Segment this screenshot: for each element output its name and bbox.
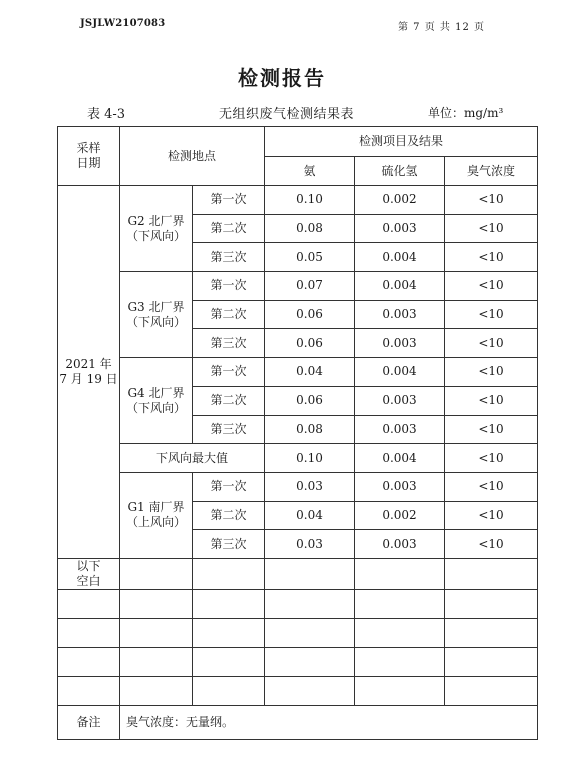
- ammonia-value: 0.06: [265, 329, 355, 358]
- sampling-time-cell: 第二次: [193, 214, 265, 243]
- h2s-value: 0.004: [355, 243, 445, 272]
- page-number: 第 7 页 共 12 页: [398, 22, 485, 33]
- ammonia-value: 0.04: [265, 358, 355, 387]
- location-cell: G2 北厂界 （下风向）: [120, 186, 193, 272]
- odor-value: <10: [445, 501, 538, 530]
- max-downwind-label: 下风向最大值: [120, 444, 265, 473]
- sampling-time-cell: 第一次: [193, 358, 265, 387]
- h2s-value: 0.004: [355, 444, 445, 473]
- remarks-label: 备注: [58, 705, 120, 739]
- odor-value: <10: [445, 272, 538, 301]
- sampling-time-cell: 第三次: [193, 243, 265, 272]
- ammonia-value: 0.05: [265, 243, 355, 272]
- sampling-time-cell: 第三次: [193, 415, 265, 444]
- sampling-time-cell: 第二次: [193, 501, 265, 530]
- h2s-value: 0.003: [355, 214, 445, 243]
- sampling-time-cell: 第一次: [193, 186, 265, 215]
- results-table: [57, 126, 538, 740]
- location-cell: G1 南厂界 （上风向）: [120, 472, 193, 558]
- header-h2s: 硫化氢: [355, 157, 445, 186]
- table-row: [58, 272, 538, 301]
- sampling-time-cell: 第二次: [193, 386, 265, 415]
- table-row: [58, 472, 538, 501]
- h2s-value: 0.003: [355, 329, 445, 358]
- ammonia-value: 0.10: [265, 444, 355, 473]
- odor-value: <10: [445, 243, 538, 272]
- odor-value: <10: [445, 329, 538, 358]
- unit-label: 单位：mg/m³: [428, 106, 504, 120]
- odor-value: <10: [445, 214, 538, 243]
- odor-value: <10: [445, 300, 538, 329]
- sampling-date-cell: 2021 年 7 月 19 日: [58, 186, 120, 559]
- h2s-value: 0.002: [355, 186, 445, 215]
- ammonia-value: 0.06: [265, 300, 355, 329]
- ammonia-value: 0.08: [265, 415, 355, 444]
- h2s-value: 0.003: [355, 472, 445, 501]
- header-odor: 臭气浓度: [445, 157, 538, 186]
- h2s-value: 0.003: [355, 415, 445, 444]
- odor-value: <10: [445, 530, 538, 559]
- h2s-value: 0.004: [355, 272, 445, 301]
- location-cell: G4 北厂界 （下风向）: [120, 358, 193, 444]
- h2s-value: 0.004: [355, 358, 445, 387]
- h2s-value: 0.003: [355, 386, 445, 415]
- ammonia-value: 0.03: [265, 472, 355, 501]
- sampling-time-cell: 第三次: [193, 329, 265, 358]
- ammonia-value: 0.03: [265, 530, 355, 559]
- header-sampling-date: 采样 日期: [58, 127, 120, 186]
- table-row-max: [58, 444, 538, 473]
- h2s-value: 0.003: [355, 300, 445, 329]
- odor-value: <10: [445, 472, 538, 501]
- table-number: 表 4-3: [87, 107, 126, 122]
- odor-value: <10: [445, 386, 538, 415]
- h2s-value: 0.003: [355, 530, 445, 559]
- odor-value: <10: [445, 444, 538, 473]
- table-row: [58, 358, 538, 387]
- ammonia-value: 0.04: [265, 501, 355, 530]
- report-code: JSJLW2107083: [80, 18, 166, 29]
- odor-value: <10: [445, 415, 538, 444]
- h2s-value: 0.002: [355, 501, 445, 530]
- ammonia-value: 0.06: [265, 386, 355, 415]
- sampling-time-cell: 第二次: [193, 300, 265, 329]
- ammonia-value: 0.07: [265, 272, 355, 301]
- odor-value: <10: [445, 186, 538, 215]
- ammonia-value: 0.10: [265, 186, 355, 215]
- odor-value: <10: [445, 358, 538, 387]
- table-row: [58, 186, 538, 215]
- sampling-time-cell: 第三次: [193, 530, 265, 559]
- sampling-time-cell: 第一次: [193, 472, 265, 501]
- page-title: 检测报告: [238, 66, 326, 90]
- ammonia-value: 0.08: [265, 214, 355, 243]
- blank-note: 以下 空白: [58, 558, 120, 589]
- table-title: 无组织废气检测结果表: [219, 107, 355, 122]
- remarks-text: 臭气浓度：无量纲。: [120, 705, 538, 739]
- header-ammonia: 氨: [265, 157, 355, 186]
- location-cell: G3 北厂界 （下风向）: [120, 272, 193, 358]
- header-location: 检测地点: [120, 127, 265, 186]
- header-items-results: 检测项目及结果: [265, 127, 538, 157]
- sampling-time-cell: 第一次: [193, 272, 265, 301]
